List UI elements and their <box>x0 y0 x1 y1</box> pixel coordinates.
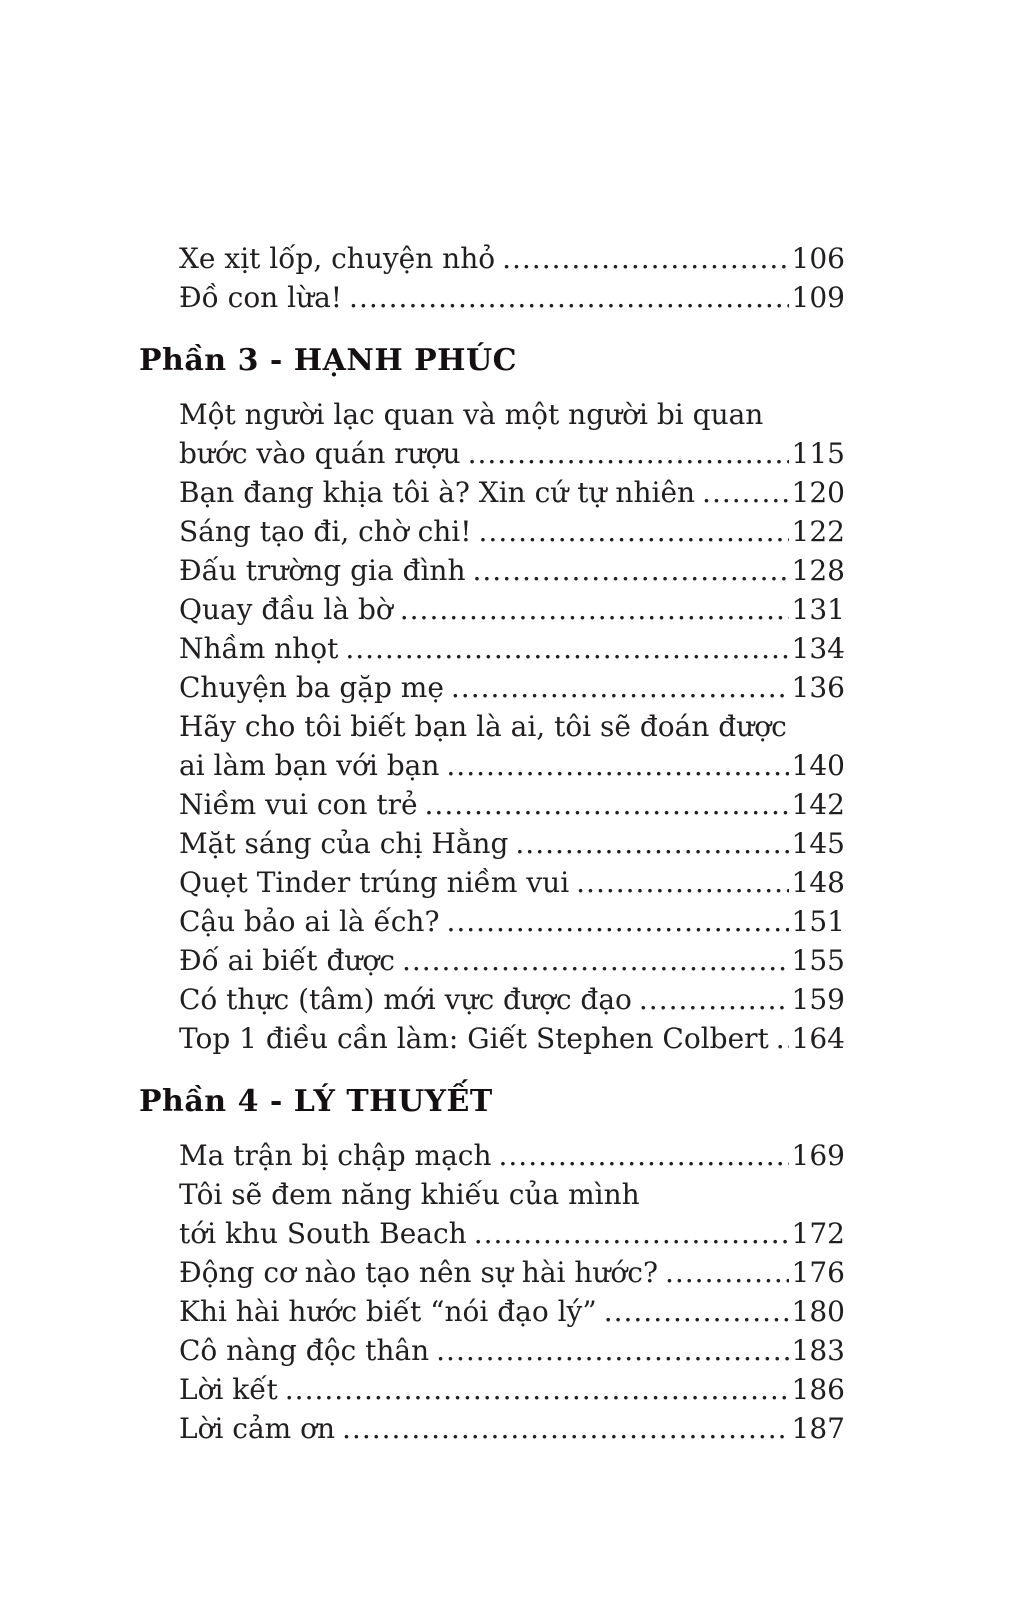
toc-entry-title: Đấu trường gia đình <box>179 554 466 587</box>
toc-entry-page: 186 <box>791 1373 845 1406</box>
dot-leader <box>349 278 789 317</box>
dot-leader <box>515 824 788 863</box>
toc-entry-title: Tôi sẽ đem năng khiếu của mình <box>179 1178 640 1211</box>
toc-entry <box>139 1331 845 1370</box>
toc-entry-title: Niềm vui con trẻ <box>179 788 418 821</box>
toc-entry <box>139 551 845 590</box>
dot-leader <box>342 1409 789 1448</box>
dot-leader <box>425 785 789 824</box>
toc-entry-title: Quẹt Tinder trúng niềm vui <box>179 866 570 899</box>
dot-leader <box>576 863 788 902</box>
toc-entry-title: Ma trận bị chập mạch <box>179 1139 492 1172</box>
toc-entry <box>139 434 845 473</box>
toc-entry-title: Cậu bảo ai là ếch? <box>179 905 440 938</box>
toc-entry-title: Xe xịt lốp, chuyện nhỏ <box>179 242 496 275</box>
toc-entry-page: 145 <box>791 827 845 860</box>
toc-entry <box>139 278 845 317</box>
section-header: Phần 4 - LÝ THUYẾT <box>139 1084 493 1119</box>
dot-leader <box>436 1331 788 1370</box>
dot-leader <box>502 239 788 278</box>
toc-entry-page: 134 <box>791 632 845 665</box>
dot-leader <box>499 1136 789 1175</box>
toc-entry-title: Mặt sáng của chị Hằng <box>179 827 509 860</box>
toc-entry <box>139 707 845 746</box>
toc-entry-title: Một người lạc quan và một người bi quan <box>179 398 764 431</box>
toc-entry <box>139 1214 845 1253</box>
toc-entry-title: Top 1 điều cần làm: Giết Stephen Colbert <box>179 1022 769 1055</box>
dot-leader <box>446 746 788 785</box>
toc-entry <box>139 1370 845 1409</box>
toc-entry <box>139 1019 845 1058</box>
dot-leader <box>345 629 788 668</box>
toc-entry-page: 187 <box>791 1412 845 1445</box>
toc-entry <box>139 395 845 434</box>
toc-entry-page: 159 <box>791 983 845 1016</box>
toc-entry-title: Chuyện ba gặp mẹ <box>179 671 444 704</box>
toc-entry-page: 169 <box>791 1139 845 1172</box>
toc-entry <box>139 902 845 941</box>
toc-entry-page: 164 <box>791 1022 845 1055</box>
toc-entry-page: 106 <box>791 242 845 275</box>
section-header: Phần 3 - HẠNH PHÚC <box>139 343 518 378</box>
dot-leader <box>468 434 789 473</box>
toc-entry-page: 131 <box>791 593 845 626</box>
dot-leader <box>639 980 789 1019</box>
toc-entry-page: 109 <box>791 281 845 314</box>
toc-entry <box>139 668 845 707</box>
toc-entry-title: Lời kết <box>179 1373 278 1406</box>
toc-entry <box>139 1136 845 1175</box>
dot-leader <box>474 1214 789 1253</box>
toc-entry-page: 142 <box>791 788 845 821</box>
toc-entry <box>139 941 845 980</box>
dot-leader <box>446 902 788 941</box>
toc-entry <box>139 863 845 902</box>
dot-leader <box>479 512 789 551</box>
toc-entry-title: Động cơ nào tạo nên sự hài hước? <box>179 1256 658 1289</box>
dot-leader <box>702 473 789 512</box>
dot-leader <box>402 941 789 980</box>
toc-entry-page: 128 <box>791 554 845 587</box>
toc-entry <box>139 980 845 1019</box>
toc-entry-title: Đố ai biết được <box>179 944 395 977</box>
toc-entry-title: Đồ con lừa! <box>179 281 343 314</box>
toc-entry-title: Bạn đang khịa tôi à? Xin cứ tự nhiên <box>179 476 696 509</box>
toc-entry-title: Nhầm nhọt <box>179 632 339 665</box>
toc-entry <box>139 473 845 512</box>
toc-entry <box>139 824 845 863</box>
toc-entry <box>139 590 845 629</box>
toc-entry-page: 155 <box>791 944 845 977</box>
toc-entry-page: 176 <box>791 1256 845 1289</box>
toc-entry-title: Sáng tạo đi, chờ chi! <box>179 515 472 548</box>
toc-entry <box>139 746 845 785</box>
toc-entry-page: 183 <box>791 1334 845 1367</box>
toc-entry <box>139 1409 845 1448</box>
toc-entry-title: Hãy cho tôi biết bạn là ai, tôi sẽ đoán được <box>179 710 787 743</box>
toc-entry-page: 136 <box>791 671 845 704</box>
toc-entry-title: Cô nàng độc thân <box>179 1334 430 1367</box>
toc-entry <box>139 1253 845 1292</box>
toc-entry <box>139 239 845 278</box>
dot-leader <box>473 551 789 590</box>
toc-entry-page: 120 <box>791 476 845 509</box>
toc-entry-title: Khi hài hước biết “nói đạo lý” <box>179 1295 597 1328</box>
dot-leader <box>776 1019 789 1058</box>
toc-entry-page: 115 <box>791 437 845 470</box>
toc-entry <box>139 785 845 824</box>
toc <box>139 239 845 1448</box>
toc-entry-page: 122 <box>791 515 845 548</box>
dot-leader <box>665 1253 789 1292</box>
toc-entry <box>139 1292 845 1331</box>
toc-entry <box>139 512 845 551</box>
toc-entry <box>139 1175 845 1214</box>
toc-entry-title: ai làm bạn với bạn <box>179 749 440 782</box>
dot-leader <box>451 668 789 707</box>
toc-entry-title: Có thực (tâm) mới vực được đạo <box>179 983 632 1016</box>
dot-leader <box>400 590 789 629</box>
toc-entry-page: 172 <box>791 1217 845 1250</box>
toc-entry <box>139 629 845 668</box>
toc-entry-title: bước vào quán rượu <box>179 437 461 470</box>
toc-entry-page: 148 <box>791 866 845 899</box>
dot-leader <box>285 1370 789 1409</box>
toc-entry-page: 151 <box>791 905 845 938</box>
toc-entry-page: 180 <box>791 1295 845 1328</box>
toc-entry-title: Quay đầu là bờ <box>179 593 393 626</box>
toc-entry-page: 140 <box>791 749 845 782</box>
dot-leader <box>604 1292 789 1331</box>
toc-entry-title: tới khu South Beach <box>179 1217 467 1250</box>
toc-entry-title: Lời cảm ơn <box>179 1412 336 1445</box>
